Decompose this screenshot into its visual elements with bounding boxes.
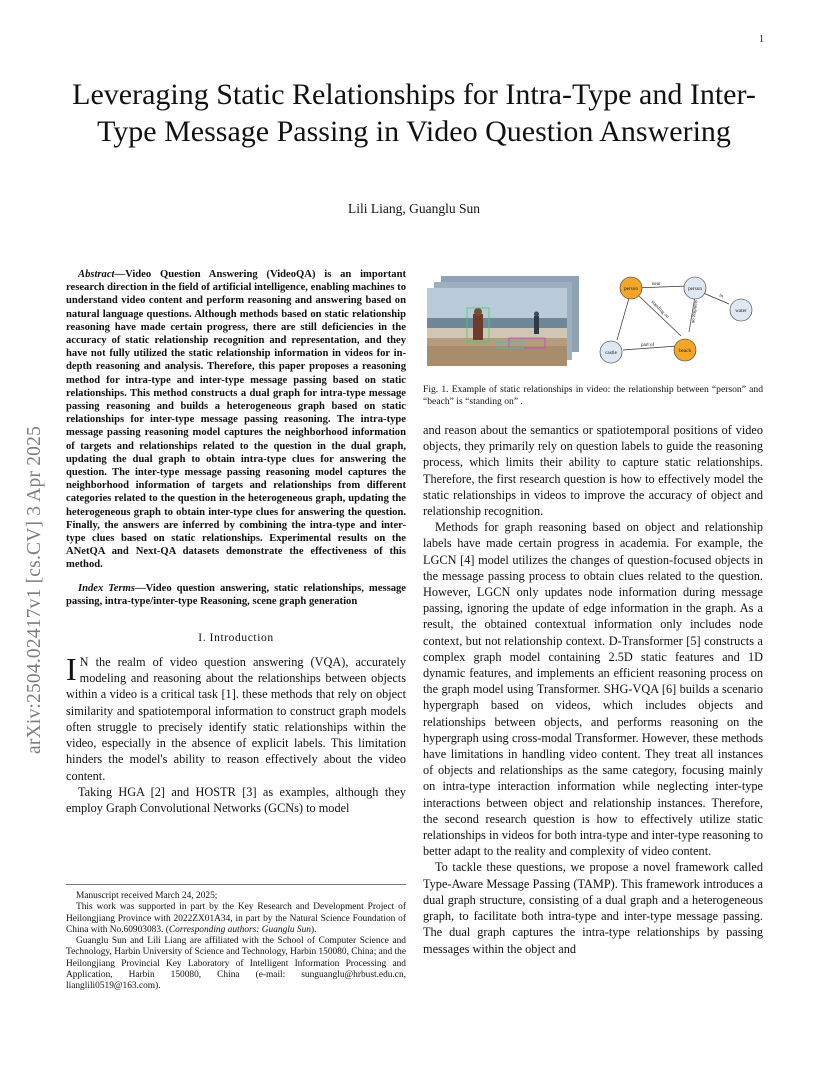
video-frames-image: [427, 276, 579, 366]
edge-person-castle: [617, 298, 629, 340]
dropcap: I: [66, 651, 77, 688]
arxiv-stamp: [20, 290, 54, 754]
edge-label-standing-on-2: standing on: [689, 299, 698, 324]
edge-label-in: in: [718, 293, 724, 300]
node-water: water: [735, 308, 747, 314]
section-heading-introduction: I. Introduction: [198, 632, 274, 645]
left-column: [66, 268, 406, 816]
intro-paragraph-1: [66, 651, 406, 784]
footnote-affiliation: Guanglu Sun and Lili Liang are affiliated with the School of Computer Science and Technology, Harbin University of Science and Technology, Harbin 150080, China; and the Heilongjiang Provincial Key Laboratory of Intelligent Information Processing and Application, Harbin 150080, China (e-mail: sunguanglu@hrbust.edu.cn, lianglili0519@163.com).: [66, 936, 406, 992]
abstract-lead: Abstract: [78, 269, 115, 280]
right-paragraph-2: Methods for graph reasoning based on object and relationship labels have made certain progress in academia. For example, the LGCN [4] model utilizes the changes of question-focused objects in the message passing process to obtain clues related to the question. However, LGCN only updates node information during message passing, ignoring the update of edge information in the graph. As a result, the obtained contextual information only includes node context, but not relationship context. D-Transformer [5] constructs a complex graph model containing 2.5D static features and 1D dynamic features, and implements an efficient reasoning process on the graph model using Transformer. SHG-VQA [6] builds a scenario hypergraph based on videos, which includes objects and relationships between objects, and performs reasoning on the hypergraph using cross-modal Transformer. However, these methods have limitations in handling video content. They treat all instances of objects and relationships as the same category, focusing mainly on intra-type interaction information while neglecting inter-type interactions between object and relationship instances. Therefore, the second research question is how to effectively utilize static relationships in videos for both intra-type and inter-type reasoning to better adapt to the reality and complexity of video content.: [423, 520, 763, 859]
edge-person-person: [635, 286, 687, 288]
abstract-text: —Video Question Answering (VideoQA) is an important research direction in the field of artificial intelligence, enabling machines to understand video content and perform reasoning and answering based on natural language questions. Although methods based on static relationship reasoning have made certain progress, there are still deficiencies in the accuracy of static relationship recognition and representation, and they have not fully utilized the static relationship information in videos for in-depth reasoning and analysis. Therefore, this paper proposes a reasoning method for intra-type and inter-type message passing based on static relationships. This method constructs a dual graph for intra-type message passing reasoning and builds a heterogeneous graph based on static relationships for inter-type message passing reasoning. The intra-type message passing reasoning model captures the neighborhood information of targets and relationships related to the question in the dual graph, updating the dual graph to obtain intra-type clues for answering the question. The inter-type message passing reasoning model captures the neighborhood information of targets and relationships from different categories related to the question in the heterogeneous graph, updating the heterogeneous graph to obtain inter-type clues for answering the question. Finally, the answers are inferred by combining the intra-type and inter-type clues based on static relationships. Experimental results on the ANetQA and Next-QA datasets demonstrate the effectiveness of this method.: [66, 269, 406, 571]
paper-title: Leveraging Static Relationships for Intra-Type and Inter-Type Message Passing in Video Question Answering: [72, 78, 756, 148]
relationship-graph: [595, 272, 763, 372]
node-beach: beach: [678, 348, 692, 354]
intro-paragraph-1-text: N the realm of video question answering (VQA), accurately modeling and reasoning about the relationships between objects within a video is a critical task [1]. these methods that rely on object similarity and spatiotemporal information to construct graph models often struggle to precisely identify static relationships within the video, especially in the absence of explicit labels. This limitation hinders the model's ability to reason effectively about the video content.: [66, 655, 406, 783]
figure-1: [423, 272, 763, 376]
node-person-2: person: [688, 286, 702, 292]
edge-label-near: near: [652, 282, 661, 287]
node-person-1: person: [624, 286, 638, 292]
footnote-support-end: ).: [310, 924, 317, 935]
footnotes: [66, 884, 406, 993]
right-paragraph-1: and reason about the semantics or spatiotemporal positions of video objects, they primarily rely on question labels to guide the reasoning process, which limits their ability to capture static relationships. Therefore, the first research question is how to effectively model the static relationships in videos to improve the accuracy of object and relationship recognition.: [423, 423, 763, 519]
edge-person2-water: [701, 292, 729, 304]
right-column: [423, 272, 763, 957]
right-body: [423, 422, 763, 957]
index-terms-text: —Video question answering, static relationships, message passing, intra-type/inter-type Reasoning, scene graph generation: [66, 582, 406, 607]
paper-authors: Lili Liang, Guanglu Sun: [348, 201, 480, 216]
right-paragraph-3: To tackle these questions, we propose a novel framework called Type-Aware Message Passing (TAMP). This framework introduces a dual graph structure, consisting of a dual graph and a heterogeneous graph, to facilitate both intra-type and inter-type message passing. The dual graph captures the intra-type relationships by passing messages within the object and: [423, 860, 763, 956]
index-terms-lead: Index Terms: [78, 582, 135, 594]
edge-label-standing-on-1: standing on: [649, 299, 670, 320]
edge-person-beach: [639, 296, 681, 336]
node-castle: castle: [605, 350, 617, 356]
edge-label-part-of: part of: [641, 343, 655, 348]
figure-caption: Fig. 1. Example of static relationships in video: the relationship between “person” and “beach” is “standing on” .: [423, 384, 763, 407]
page-number: 1: [759, 34, 764, 45]
footnote-support: [66, 902, 406, 936]
index-terms: [66, 582, 406, 608]
arxiv-stamp-text: arXiv:2504.02417v1 [cs.CV] 3 Apr 2025: [24, 425, 45, 754]
abstract: [66, 268, 406, 572]
footnote-support-text: This work was supported in part by the Key Research and Development Project of Heilongjiang Province with 2022ZX01A34, in part by the Natural Science Foundation of China with No.60903083. (: [66, 902, 406, 935]
intro-paragraph-2: Taking HGA [2] and HOSTR [3] as examples, although they employ Graph Convolutional Networks (GCNs) to model: [66, 784, 406, 815]
footnote-corresponding: Corresponding authors: Guanglu Sun: [168, 924, 311, 935]
footnote-received: Manuscript received March 24, 2025;: [76, 891, 218, 901]
